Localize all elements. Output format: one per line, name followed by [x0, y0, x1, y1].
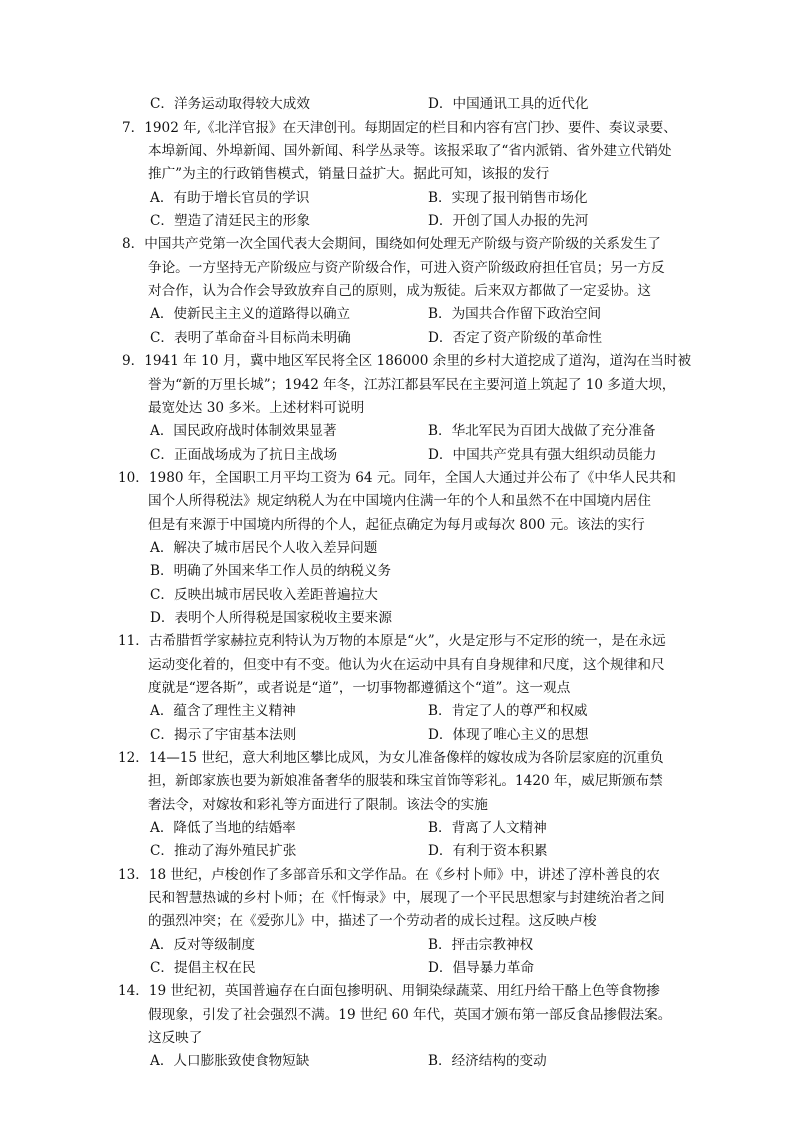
- q12-option-b: B．背离了人文精神: [428, 820, 547, 836]
- q14-stem-line-2: 假现象，引发了社会强烈不满。19 世纪 60 年代，英国才颁布第一部反食品掺假法案。: [148, 1007, 672, 1023]
- q7-option-b: B．实现了报刊销售市场化: [428, 190, 588, 206]
- q7-stem-line-1: 7．1902 年,《北洋官报》在天津创刊。每期固定的栏目和内容有宫门抄、要件、奏议录要、: [122, 120, 677, 136]
- q12-stem-line-3: 奢法令，对嫁妆和彩礼等方面进行了限制。该法令的实施: [148, 797, 488, 813]
- q9-option-c: C．正面战场成为了抗日主战场: [150, 447, 338, 463]
- q6-option-d: D．中国通讯工具的近代化: [428, 96, 589, 112]
- q12-option-d: D．有利于资本积累: [428, 843, 548, 859]
- q10-option-a: A．解决了城市居民个人收入差异问题: [150, 540, 378, 556]
- q8-option-b: B．为国共合作留下政治空间: [428, 306, 602, 322]
- q8-option-d: D．否定了资产阶级的革命性: [428, 330, 603, 346]
- q12-option-a: A．降低了当地的结婚率: [150, 820, 296, 836]
- q9-stem-line-2: 誉为“新的万里长城”；1942 年冬，江苏江都县军民在主要河道上筑起了 10 多道大坝，: [148, 377, 676, 393]
- q13-option-c: C．提倡主权在民: [150, 960, 256, 976]
- q11-option-a: A．蕴含了理性主义精神: [150, 703, 296, 719]
- q10-option-c: C．反映出城市居民收入差距普遍拉大: [150, 587, 378, 603]
- q11-stem-line-2: 运动变化着的，但变中有不变。他认为火在运动中具有自身规律和尺度，这个规律和尺: [148, 657, 665, 673]
- q13-stem-line-2: 民和智慧热诚的乡村卜师；在《忏悔录》中，展现了一个平民思想家与封建统治者之间: [148, 890, 665, 906]
- q8-stem-line-3: 对合作，认为合作会导致放弃自己的原则，成为叛徒。后来双方都做了一定妥协。这: [148, 283, 651, 299]
- q12-option-c: C．推动了海外殖民扩张: [150, 843, 297, 859]
- q9-option-a: A．国民政府战时体制效果显著: [150, 423, 337, 439]
- q7-stem-line-2: 本埠新闻、外埠新闻、国外新闻、科学丛录等。该报采取了“省内派销、省外建立代销处: [148, 143, 672, 159]
- q6-option-c: C．洋务运动取得较大成效: [150, 96, 310, 112]
- q10-stem-line-1: 10．1980 年，全国职工月平均工资为 64 元。同年，全国人大通过并公布了《中华人民共和: [118, 470, 676, 486]
- q7-option-d: D．开创了国人办报的先河: [428, 213, 589, 229]
- q14-option-b: B．经济结构的变动: [428, 1053, 547, 1069]
- q14-option-a: A．人口膨胀致使食物短缺: [150, 1053, 310, 1069]
- q8-stem-line-2: 争论。一方坚持无产阶级应与资产阶级合作，可进入资产阶级政府担任官员；另一方反: [148, 260, 665, 276]
- q9-option-d: D．中国共产党具有强大组织动员能力: [428, 447, 657, 463]
- q14-stem-line-3: 这反映了: [148, 1030, 203, 1046]
- q13-stem-line-1: 13．18 世纪，卢梭创作了多部音乐和文学作品。在《乡村卜师》中，讲述了淳朴善良的农: [118, 867, 660, 883]
- q8-option-a: A．使新民主主义的道路得以确立: [150, 306, 351, 322]
- q14-stem-line-1: 14．19 世纪初，英国普遍存在白面包掺明矾、用铜染绿蔬菜、用红丹给干酪上色等食物掺: [118, 983, 660, 999]
- q8-option-c: C．表明了革命奋斗目标尚未明确: [150, 330, 351, 346]
- q7-option-a: A．有助于增长官员的学识: [150, 190, 310, 206]
- q10-option-d: D．表明个人所得税是国家税收主要来源: [150, 610, 392, 626]
- q13-option-a: A．反对等级制度: [150, 937, 255, 953]
- q13-stem-line-3: 的强烈冲突；在《爱弥儿》中，描述了一个劳动者的成长过程。这反映卢梭: [148, 913, 597, 929]
- q7-option-c: C．塑造了清廷民主的形象: [150, 213, 310, 229]
- q7-stem-line-3: 推广”为主的行政销售模式，销量日益扩大。据此可知，该报的发行: [148, 166, 550, 182]
- q11-stem-line-1: 11．古希腊哲学家赫拉克利特认为万物的本原是“火”，火是定形与不定形的统一，是在永远: [118, 633, 666, 649]
- q11-option-c: C．揭示了宇宙基本法则: [150, 727, 297, 743]
- q13-option-b: B．抨击宗教神权: [428, 937, 534, 953]
- q12-stem-line-1: 12．14—15 世纪，意大利地区攀比成风，为女儿准备像样的嫁妆成为各阶层家庭的沉重负: [118, 750, 664, 766]
- q12-stem-line-2: 担，新郎家族也要为新娘准备奢华的服装和珠宝首饰等彩礼。1420 年，威尼斯颁布禁: [148, 773, 663, 789]
- q10-stem-line-2: 国个人所得税法》规定纳税人为在中国境内住满一年的个人和虽然不在中国境内居住: [148, 493, 651, 509]
- q9-stem-line-3: 最宽处达 30 多米。上述材料可说明: [148, 400, 365, 416]
- q10-option-b: B．明确了外国来华工作人员的纳税义务: [150, 563, 392, 579]
- q9-stem-line-1: 9．1941 年 10 月，冀中地区军民将全区 186000 余里的乡村大道挖成了道沟，道沟在当时被: [122, 353, 692, 369]
- q11-option-b: B．肯定了人的尊严和权威: [428, 703, 588, 719]
- q11-stem-line-3: 度就是“逻各斯”，或者说是“道”，一切事物都遵循这个“道”。这一观点: [148, 680, 571, 696]
- q10-stem-line-3: 但是有来源于中国境内所得的个人，起征点确定为每月或每次 800 元。该法的实行: [148, 517, 645, 533]
- q11-option-d: D．体现了唯心主义的思想: [428, 727, 589, 743]
- q13-option-d: D．倡导暴力革命: [428, 960, 535, 976]
- q8-stem-line-1: 8．中国共产党第一次全国代表大会期间，围绕如何处理无产阶级与资产阶级的关系发生了: [122, 236, 661, 252]
- q9-option-b: B．华北军民为百团大战做了充分准备: [428, 423, 656, 439]
